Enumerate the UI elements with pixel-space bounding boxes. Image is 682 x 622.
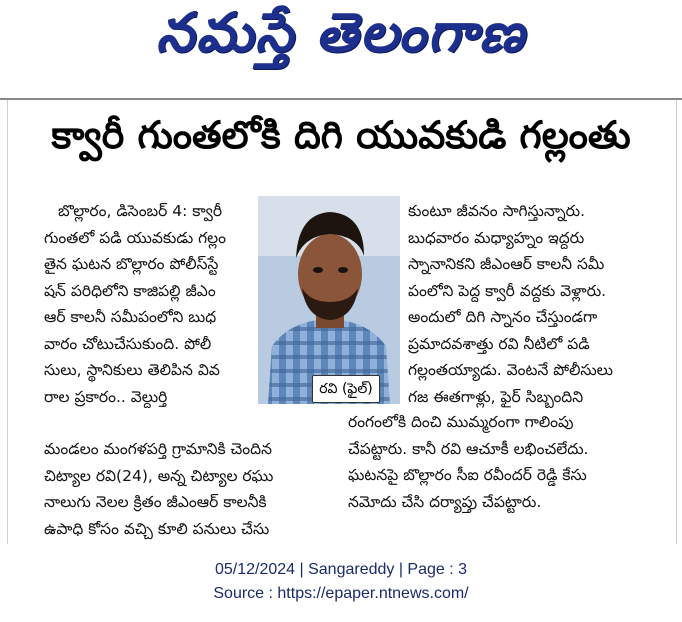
photo-caption: రవి (ఫైల్) [312,375,380,403]
article-line: చేపట్టారు. కానీ రవి ఆచూకీ లభించలేదు. [348,439,589,458]
masthead [0,0,682,78]
article-headline: క్వారీ గుంతలోకి దిగి యువకుడి గల్లంతు [51,113,631,157]
article-line: గల్లంతయ్యాడు. వెంటనే పోలీసులు [408,361,614,379]
portrait-illustration [258,196,400,404]
footer-edition-info: 05/12/2024 | Sangareddy | Page : 3 [214,561,468,578]
article-line: నాలుగు నెలల క్రితం జీఎంఆర్ కాలనీకి [44,493,267,511]
footer-source: Source : https://epaper.ntnews.com/ [213,585,469,602]
article-line: ప్రమాదవశాత్తు రవి నీటిలో పడి [408,334,590,353]
article-line: గజ ఈతగాళ్లు, ఫైర్ సిబ్బందిని [408,387,584,406]
article-line: చిట్యాల రవి(24), అన్న చిట్యాల రఘు [44,466,274,485]
article-column-right [408,198,648,410]
article-line: కుంటూ జీవనం సాగిస్తున్నారు. [408,202,586,220]
article-line: ఘటనపై బొల్లారం సీఐ రవీందర్ రెడ్డి కేసు [348,466,587,484]
masthead-title: నమస్తే తెలంగాణ [156,0,526,64]
article-line: వారం చోటుచేసుకుంది. పోలీ [44,334,212,353]
victim-photo [258,196,400,404]
article-line: తైన ఘటన బొల్లారం పోలీస్‌స్టే [44,255,219,273]
article-line: అందులో దిగి స్నానం చేస్తుండగా [408,308,598,326]
article-line: పంలోని పెద్ద క్వారీ వద్దకు వెళ్లారు. [408,281,607,300]
article-line: బొల్లారం, డిసెంబర్ 4: క్వారీ [58,202,223,220]
article-line: మండలం మంగళపర్తి గ్రామానికి చెందిన [44,440,272,458]
article-line: సులు, స్థానికులు తెలిపిన వివ [44,361,220,379]
article-line: రాల ప్రకారం.. వెల్దుర్తి [44,387,168,406]
article-line: షన్ పరిధిలోని కాజిపల్లి జీఎం [44,281,216,300]
article-line: ఉపాధి కోసం వచ్చి కూలి పనులు చేసు [44,519,270,538]
article-line: బుధవారం మధ్యాహ్నం ఇద్దరు [408,228,585,247]
article-line: ఆర్ కాలనీ సమీపంలోని బుధ [44,308,217,326]
article-line: గుంతలో పడి యువకుడు గల్లం [44,228,227,247]
article-line: నమోదు చేసి దర్యాప్తు చేపట్టారు. [348,492,542,511]
article-column-right-lower [348,409,648,515]
article-column-left [44,198,254,410]
article-line: స్నానానికని జీఎంఆర్ కాలనీ సమీ [408,255,605,273]
footer [0,558,682,606]
article-column-left-lower [44,436,334,542]
article-line: రంగంలోకి దించి ముమ్మరంగా గాలింపు [348,413,574,431]
